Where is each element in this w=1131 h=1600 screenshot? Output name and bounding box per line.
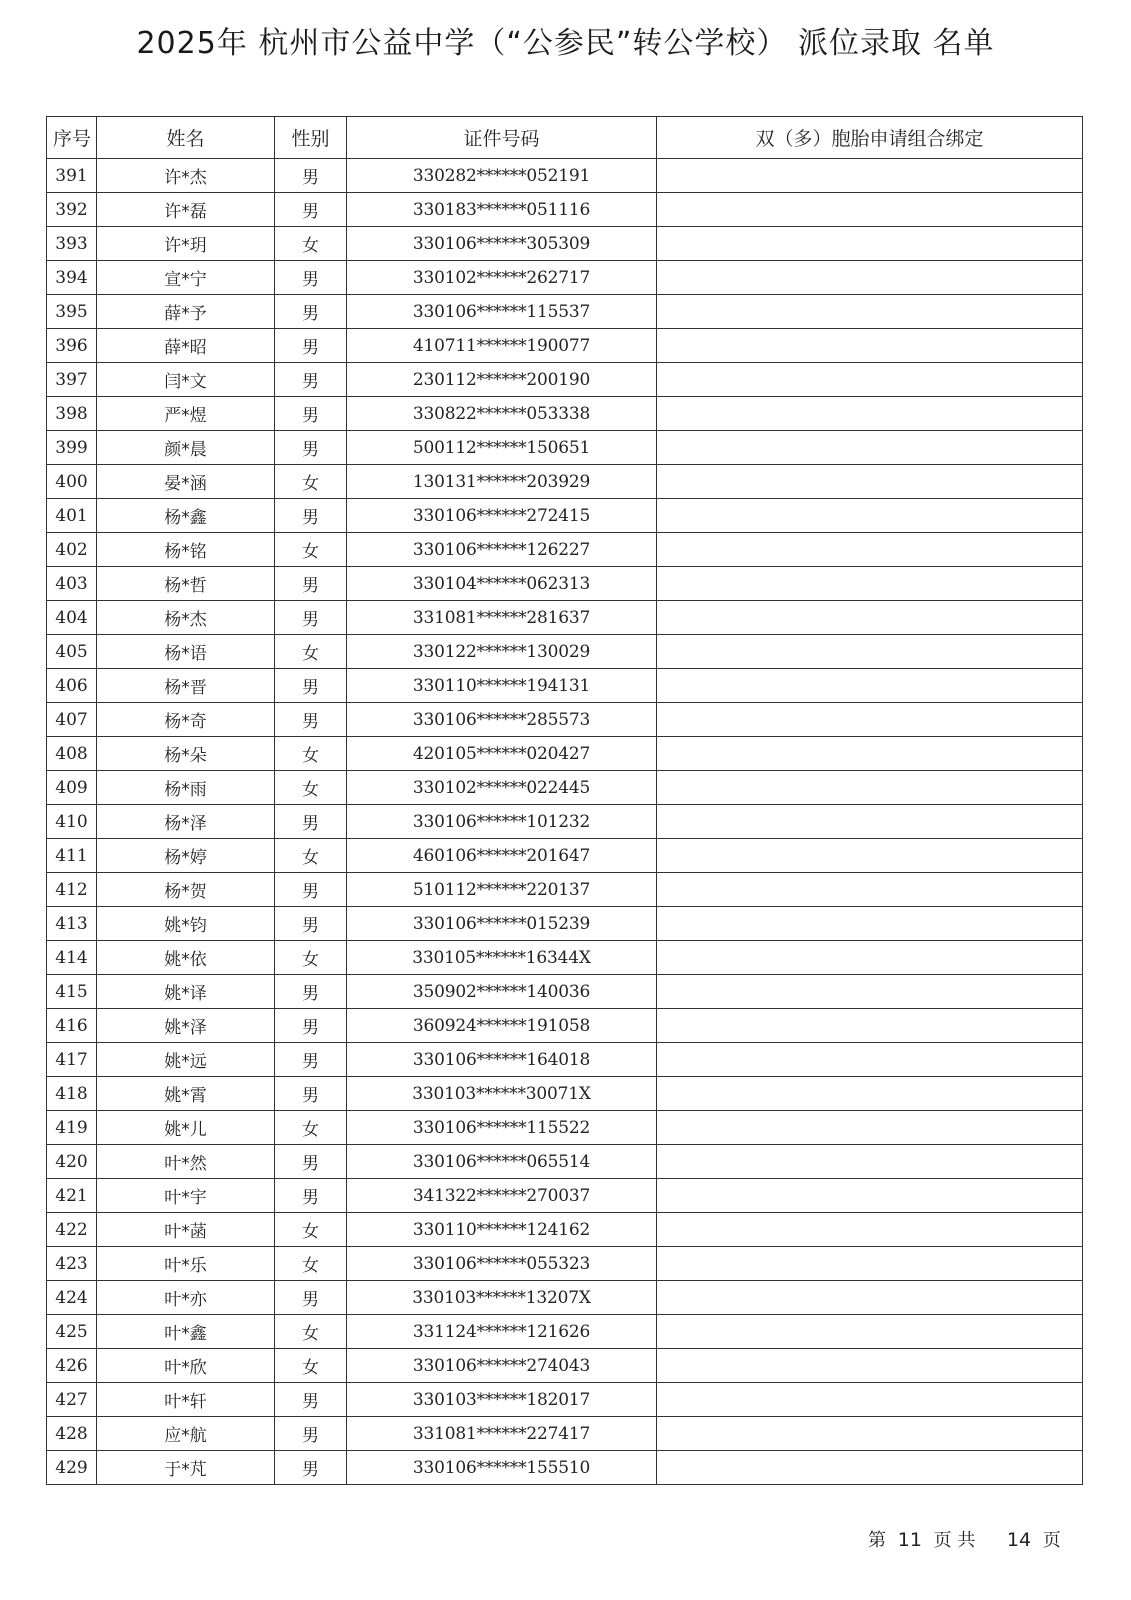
table-header-row	[47, 117, 1083, 159]
cell-id-number: 330106******115522	[347, 1111, 657, 1145]
cell-twin-binding	[657, 295, 1083, 329]
table-row	[47, 1451, 1083, 1485]
cell-id-number: 330106******274043	[347, 1349, 657, 1383]
cell-index: 403	[47, 567, 97, 601]
cell-twin-binding	[657, 1179, 1083, 1213]
cell-id-number: 420105******020427	[347, 737, 657, 771]
cell-name: 颜*晨	[97, 431, 275, 465]
cell-id-number: 330103******30071X	[347, 1077, 657, 1111]
cell-index: 414	[47, 941, 97, 975]
cell-twin-binding	[657, 1315, 1083, 1349]
table-row	[47, 397, 1083, 431]
cell-name: 杨*贺	[97, 873, 275, 907]
cell-name: 姚*远	[97, 1043, 275, 1077]
cell-twin-binding	[657, 533, 1083, 567]
cell-twin-binding	[657, 363, 1083, 397]
cell-index: 395	[47, 295, 97, 329]
cell-index: 423	[47, 1247, 97, 1281]
table-row	[47, 873, 1083, 907]
cell-name: 杨*鑫	[97, 499, 275, 533]
cell-index: 427	[47, 1383, 97, 1417]
cell-id-number: 330104******062313	[347, 567, 657, 601]
cell-id-number: 330106******272415	[347, 499, 657, 533]
cell-twin-binding	[657, 1349, 1083, 1383]
table-row	[47, 227, 1083, 261]
cell-gender: 女	[275, 1349, 347, 1383]
cell-index: 410	[47, 805, 97, 839]
table-row	[47, 567, 1083, 601]
cell-id-number: 330110******124162	[347, 1213, 657, 1247]
cell-gender: 女	[275, 1213, 347, 1247]
cell-index: 399	[47, 431, 97, 465]
cell-name: 叶*然	[97, 1145, 275, 1179]
cell-index: 407	[47, 703, 97, 737]
cell-gender: 女	[275, 1111, 347, 1145]
cell-gender: 男	[275, 397, 347, 431]
cell-id-number: 330106******065514	[347, 1145, 657, 1179]
cell-index: 422	[47, 1213, 97, 1247]
cell-id-number: 360924******191058	[347, 1009, 657, 1043]
cell-twin-binding	[657, 1077, 1083, 1111]
cell-twin-binding	[657, 1145, 1083, 1179]
cell-gender: 女	[275, 465, 347, 499]
cell-index: 393	[47, 227, 97, 261]
cell-id-number: 230112******200190	[347, 363, 657, 397]
cell-index: 424	[47, 1281, 97, 1315]
cell-twin-binding	[657, 601, 1083, 635]
cell-name: 许*玥	[97, 227, 275, 261]
cell-id-number: 130131******203929	[347, 465, 657, 499]
cell-id-number: 331081******281637	[347, 601, 657, 635]
cell-name: 姚*霄	[97, 1077, 275, 1111]
cell-index: 428	[47, 1417, 97, 1451]
cell-id-number: 330110******194131	[347, 669, 657, 703]
table-row	[47, 1383, 1083, 1417]
cell-twin-binding	[657, 839, 1083, 873]
table-row	[47, 1145, 1083, 1179]
cell-name: 杨*朵	[97, 737, 275, 771]
cell-twin-binding	[657, 907, 1083, 941]
table-row	[47, 907, 1083, 941]
cell-gender: 女	[275, 533, 347, 567]
cell-name: 姚*泽	[97, 1009, 275, 1043]
cell-id-number: 460106******201647	[347, 839, 657, 873]
cell-id-number: 330102******022445	[347, 771, 657, 805]
cell-gender: 男	[275, 431, 347, 465]
cell-id-number: 500112******150651	[347, 431, 657, 465]
cell-gender: 男	[275, 1451, 347, 1485]
cell-name: 宣*宁	[97, 261, 275, 295]
cell-id-number: 330106******015239	[347, 907, 657, 941]
cell-twin-binding	[657, 159, 1083, 193]
cell-name: 姚*依	[97, 941, 275, 975]
cell-gender: 男	[275, 1281, 347, 1315]
cell-id-number: 330282******052191	[347, 159, 657, 193]
cell-gender: 男	[275, 295, 347, 329]
cell-twin-binding	[657, 737, 1083, 771]
cell-twin-binding	[657, 499, 1083, 533]
table-row	[47, 1077, 1083, 1111]
cell-name: 许*磊	[97, 193, 275, 227]
cell-id-number: 331081******227417	[347, 1417, 657, 1451]
document-title: 2025年 杭州市公益中学（“公参民”转公学校） 派位录取 名单	[136, 26, 995, 61]
cell-gender: 女	[275, 737, 347, 771]
cell-index: 402	[47, 533, 97, 567]
cell-twin-binding	[657, 941, 1083, 975]
cell-name: 叶*鑫	[97, 1315, 275, 1349]
table-row	[47, 737, 1083, 771]
cell-id-number: 330106******101232	[347, 805, 657, 839]
cell-index: 398	[47, 397, 97, 431]
cell-twin-binding	[657, 635, 1083, 669]
table-row	[47, 295, 1083, 329]
cell-id-number: 350902******140036	[347, 975, 657, 1009]
cell-twin-binding	[657, 805, 1083, 839]
table-row	[47, 1213, 1083, 1247]
table-row	[47, 1043, 1083, 1077]
cell-gender: 女	[275, 771, 347, 805]
table-row	[47, 1111, 1083, 1145]
cell-gender: 女	[275, 839, 347, 873]
cell-twin-binding	[657, 703, 1083, 737]
cell-index: 411	[47, 839, 97, 873]
cell-id-number: 510112******220137	[347, 873, 657, 907]
cell-id-number: 331124******121626	[347, 1315, 657, 1349]
cell-index: 416	[47, 1009, 97, 1043]
table-row	[47, 771, 1083, 805]
cell-index: 417	[47, 1043, 97, 1077]
cell-gender: 男	[275, 567, 347, 601]
cell-name: 叶*宇	[97, 1179, 275, 1213]
cell-gender: 男	[275, 873, 347, 907]
cell-index: 426	[47, 1349, 97, 1383]
cell-index: 404	[47, 601, 97, 635]
cell-id-number: 330122******130029	[347, 635, 657, 669]
table-row	[47, 363, 1083, 397]
cell-gender: 女	[275, 941, 347, 975]
cell-id-number: 341322******270037	[347, 1179, 657, 1213]
cell-index: 405	[47, 635, 97, 669]
cell-id-number: 330106******055323	[347, 1247, 657, 1281]
cell-gender: 女	[275, 635, 347, 669]
cell-gender: 男	[275, 1145, 347, 1179]
cell-name: 闫*文	[97, 363, 275, 397]
cell-index: 429	[47, 1451, 97, 1485]
cell-name: 薛*予	[97, 295, 275, 329]
cell-name: 姚*钧	[97, 907, 275, 941]
cell-index: 397	[47, 363, 97, 397]
header-index: 序号	[47, 117, 97, 159]
cell-twin-binding	[657, 771, 1083, 805]
cell-index: 421	[47, 1179, 97, 1213]
cell-twin-binding	[657, 975, 1083, 1009]
cell-index: 425	[47, 1315, 97, 1349]
cell-twin-binding	[657, 227, 1083, 261]
cell-gender: 男	[275, 1417, 347, 1451]
cell-twin-binding	[657, 1247, 1083, 1281]
table-row	[47, 601, 1083, 635]
cell-id-number: 330102******262717	[347, 261, 657, 295]
cell-twin-binding	[657, 1009, 1083, 1043]
cell-name: 许*杰	[97, 159, 275, 193]
cell-twin-binding	[657, 1451, 1083, 1485]
table-row	[47, 533, 1083, 567]
cell-gender: 男	[275, 1383, 347, 1417]
cell-gender: 男	[275, 363, 347, 397]
cell-name: 薛*昭	[97, 329, 275, 363]
header-id-number: 证件号码	[347, 117, 657, 159]
cell-index: 420	[47, 1145, 97, 1179]
cell-twin-binding	[657, 1383, 1083, 1417]
cell-id-number: 330106******164018	[347, 1043, 657, 1077]
header-gender: 性别	[275, 117, 347, 159]
footer-total-pages: 14	[1006, 1529, 1032, 1551]
cell-gender: 男	[275, 1077, 347, 1111]
footer-suffix: 页	[1042, 1530, 1061, 1551]
cell-gender: 男	[275, 1009, 347, 1043]
cell-id-number: 330103******182017	[347, 1383, 657, 1417]
cell-twin-binding	[657, 873, 1083, 907]
cell-index: 401	[47, 499, 97, 533]
cell-index: 415	[47, 975, 97, 1009]
table-row	[47, 1281, 1083, 1315]
cell-name: 叶*轩	[97, 1383, 275, 1417]
cell-id-number: 330106******155510	[347, 1451, 657, 1485]
cell-gender: 男	[275, 261, 347, 295]
cell-twin-binding	[657, 1043, 1083, 1077]
cell-name: 杨*语	[97, 635, 275, 669]
cell-twin-binding	[657, 567, 1083, 601]
cell-gender: 男	[275, 193, 347, 227]
cell-gender: 男	[275, 159, 347, 193]
table-row	[47, 1349, 1083, 1383]
table-row	[47, 839, 1083, 873]
cell-gender: 男	[275, 1043, 347, 1077]
cell-name: 杨*雨	[97, 771, 275, 805]
cell-gender: 男	[275, 329, 347, 363]
cell-name: 叶*欣	[97, 1349, 275, 1383]
table-row	[47, 159, 1083, 193]
footer-prefix: 第	[868, 1530, 886, 1551]
table-row	[47, 1179, 1083, 1213]
table-row	[47, 499, 1083, 533]
cell-twin-binding	[657, 397, 1083, 431]
cell-twin-binding	[657, 329, 1083, 363]
cell-gender: 女	[275, 1315, 347, 1349]
table-row	[47, 669, 1083, 703]
table-row	[47, 1417, 1083, 1451]
cell-id-number: 330103******13207X	[347, 1281, 657, 1315]
cell-twin-binding	[657, 1417, 1083, 1451]
cell-gender: 男	[275, 499, 347, 533]
table-row	[47, 329, 1083, 363]
footer-middle: 页 共	[933, 1530, 976, 1551]
cell-index: 406	[47, 669, 97, 703]
cell-index: 418	[47, 1077, 97, 1111]
cell-index: 413	[47, 907, 97, 941]
cell-gender: 男	[275, 669, 347, 703]
cell-gender: 女	[275, 227, 347, 261]
admission-table	[46, 116, 1083, 1485]
cell-gender: 男	[275, 703, 347, 737]
cell-name: 杨*婷	[97, 839, 275, 873]
cell-index: 408	[47, 737, 97, 771]
cell-name: 叶*亦	[97, 1281, 275, 1315]
cell-id-number: 330822******053338	[347, 397, 657, 431]
cell-gender: 男	[275, 907, 347, 941]
table-row	[47, 1247, 1083, 1281]
cell-index: 419	[47, 1111, 97, 1145]
cell-gender: 男	[275, 975, 347, 1009]
cell-id-number: 410711******190077	[347, 329, 657, 363]
cell-name: 叶*菡	[97, 1213, 275, 1247]
cell-name: 杨*哲	[97, 567, 275, 601]
cell-name: 杨*奇	[97, 703, 275, 737]
cell-name: 杨*泽	[97, 805, 275, 839]
cell-name: 应*航	[97, 1417, 275, 1451]
header-name: 姓名	[97, 117, 275, 159]
table-row	[47, 261, 1083, 295]
cell-index: 394	[47, 261, 97, 295]
cell-gender: 女	[275, 1247, 347, 1281]
cell-id-number: 330106******285573	[347, 703, 657, 737]
cell-name: 杨*晋	[97, 669, 275, 703]
cell-index: 412	[47, 873, 97, 907]
table-body	[47, 159, 1083, 1485]
cell-id-number: 330183******051116	[347, 193, 657, 227]
cell-name: 于*芃	[97, 1451, 275, 1485]
cell-name: 姚*儿	[97, 1111, 275, 1145]
table-row	[47, 1315, 1083, 1349]
table-row	[47, 431, 1083, 465]
cell-twin-binding	[657, 465, 1083, 499]
table-row	[47, 703, 1083, 737]
table-row	[47, 941, 1083, 975]
table-row	[47, 465, 1083, 499]
page-footer	[868, 1526, 1061, 1552]
cell-name: 杨*铭	[97, 533, 275, 567]
cell-name: 晏*涵	[97, 465, 275, 499]
table-row	[47, 805, 1083, 839]
cell-gender: 男	[275, 1179, 347, 1213]
cell-twin-binding	[657, 1111, 1083, 1145]
cell-index: 391	[47, 159, 97, 193]
table-row	[47, 1009, 1083, 1043]
table-row	[47, 193, 1083, 227]
cell-index: 400	[47, 465, 97, 499]
cell-gender: 男	[275, 805, 347, 839]
header-twin-binding: 双（多）胞胎申请组合绑定	[657, 117, 1083, 159]
cell-index: 392	[47, 193, 97, 227]
footer-current-page: 11	[897, 1529, 922, 1551]
cell-name: 叶*乐	[97, 1247, 275, 1281]
cell-twin-binding	[657, 431, 1083, 465]
cell-id-number: 330106******115537	[347, 295, 657, 329]
cell-id-number: 330106******305309	[347, 227, 657, 261]
table-row	[47, 635, 1083, 669]
cell-index: 396	[47, 329, 97, 363]
cell-name: 杨*杰	[97, 601, 275, 635]
cell-id-number: 330106******126227	[347, 533, 657, 567]
cell-twin-binding	[657, 669, 1083, 703]
cell-index: 409	[47, 771, 97, 805]
cell-gender: 男	[275, 601, 347, 635]
cell-twin-binding	[657, 1213, 1083, 1247]
cell-name: 严*煜	[97, 397, 275, 431]
cell-name: 姚*译	[97, 975, 275, 1009]
cell-id-number: 330105******16344X	[347, 941, 657, 975]
cell-twin-binding	[657, 193, 1083, 227]
cell-twin-binding	[657, 1281, 1083, 1315]
cell-twin-binding	[657, 261, 1083, 295]
table-row	[47, 975, 1083, 1009]
